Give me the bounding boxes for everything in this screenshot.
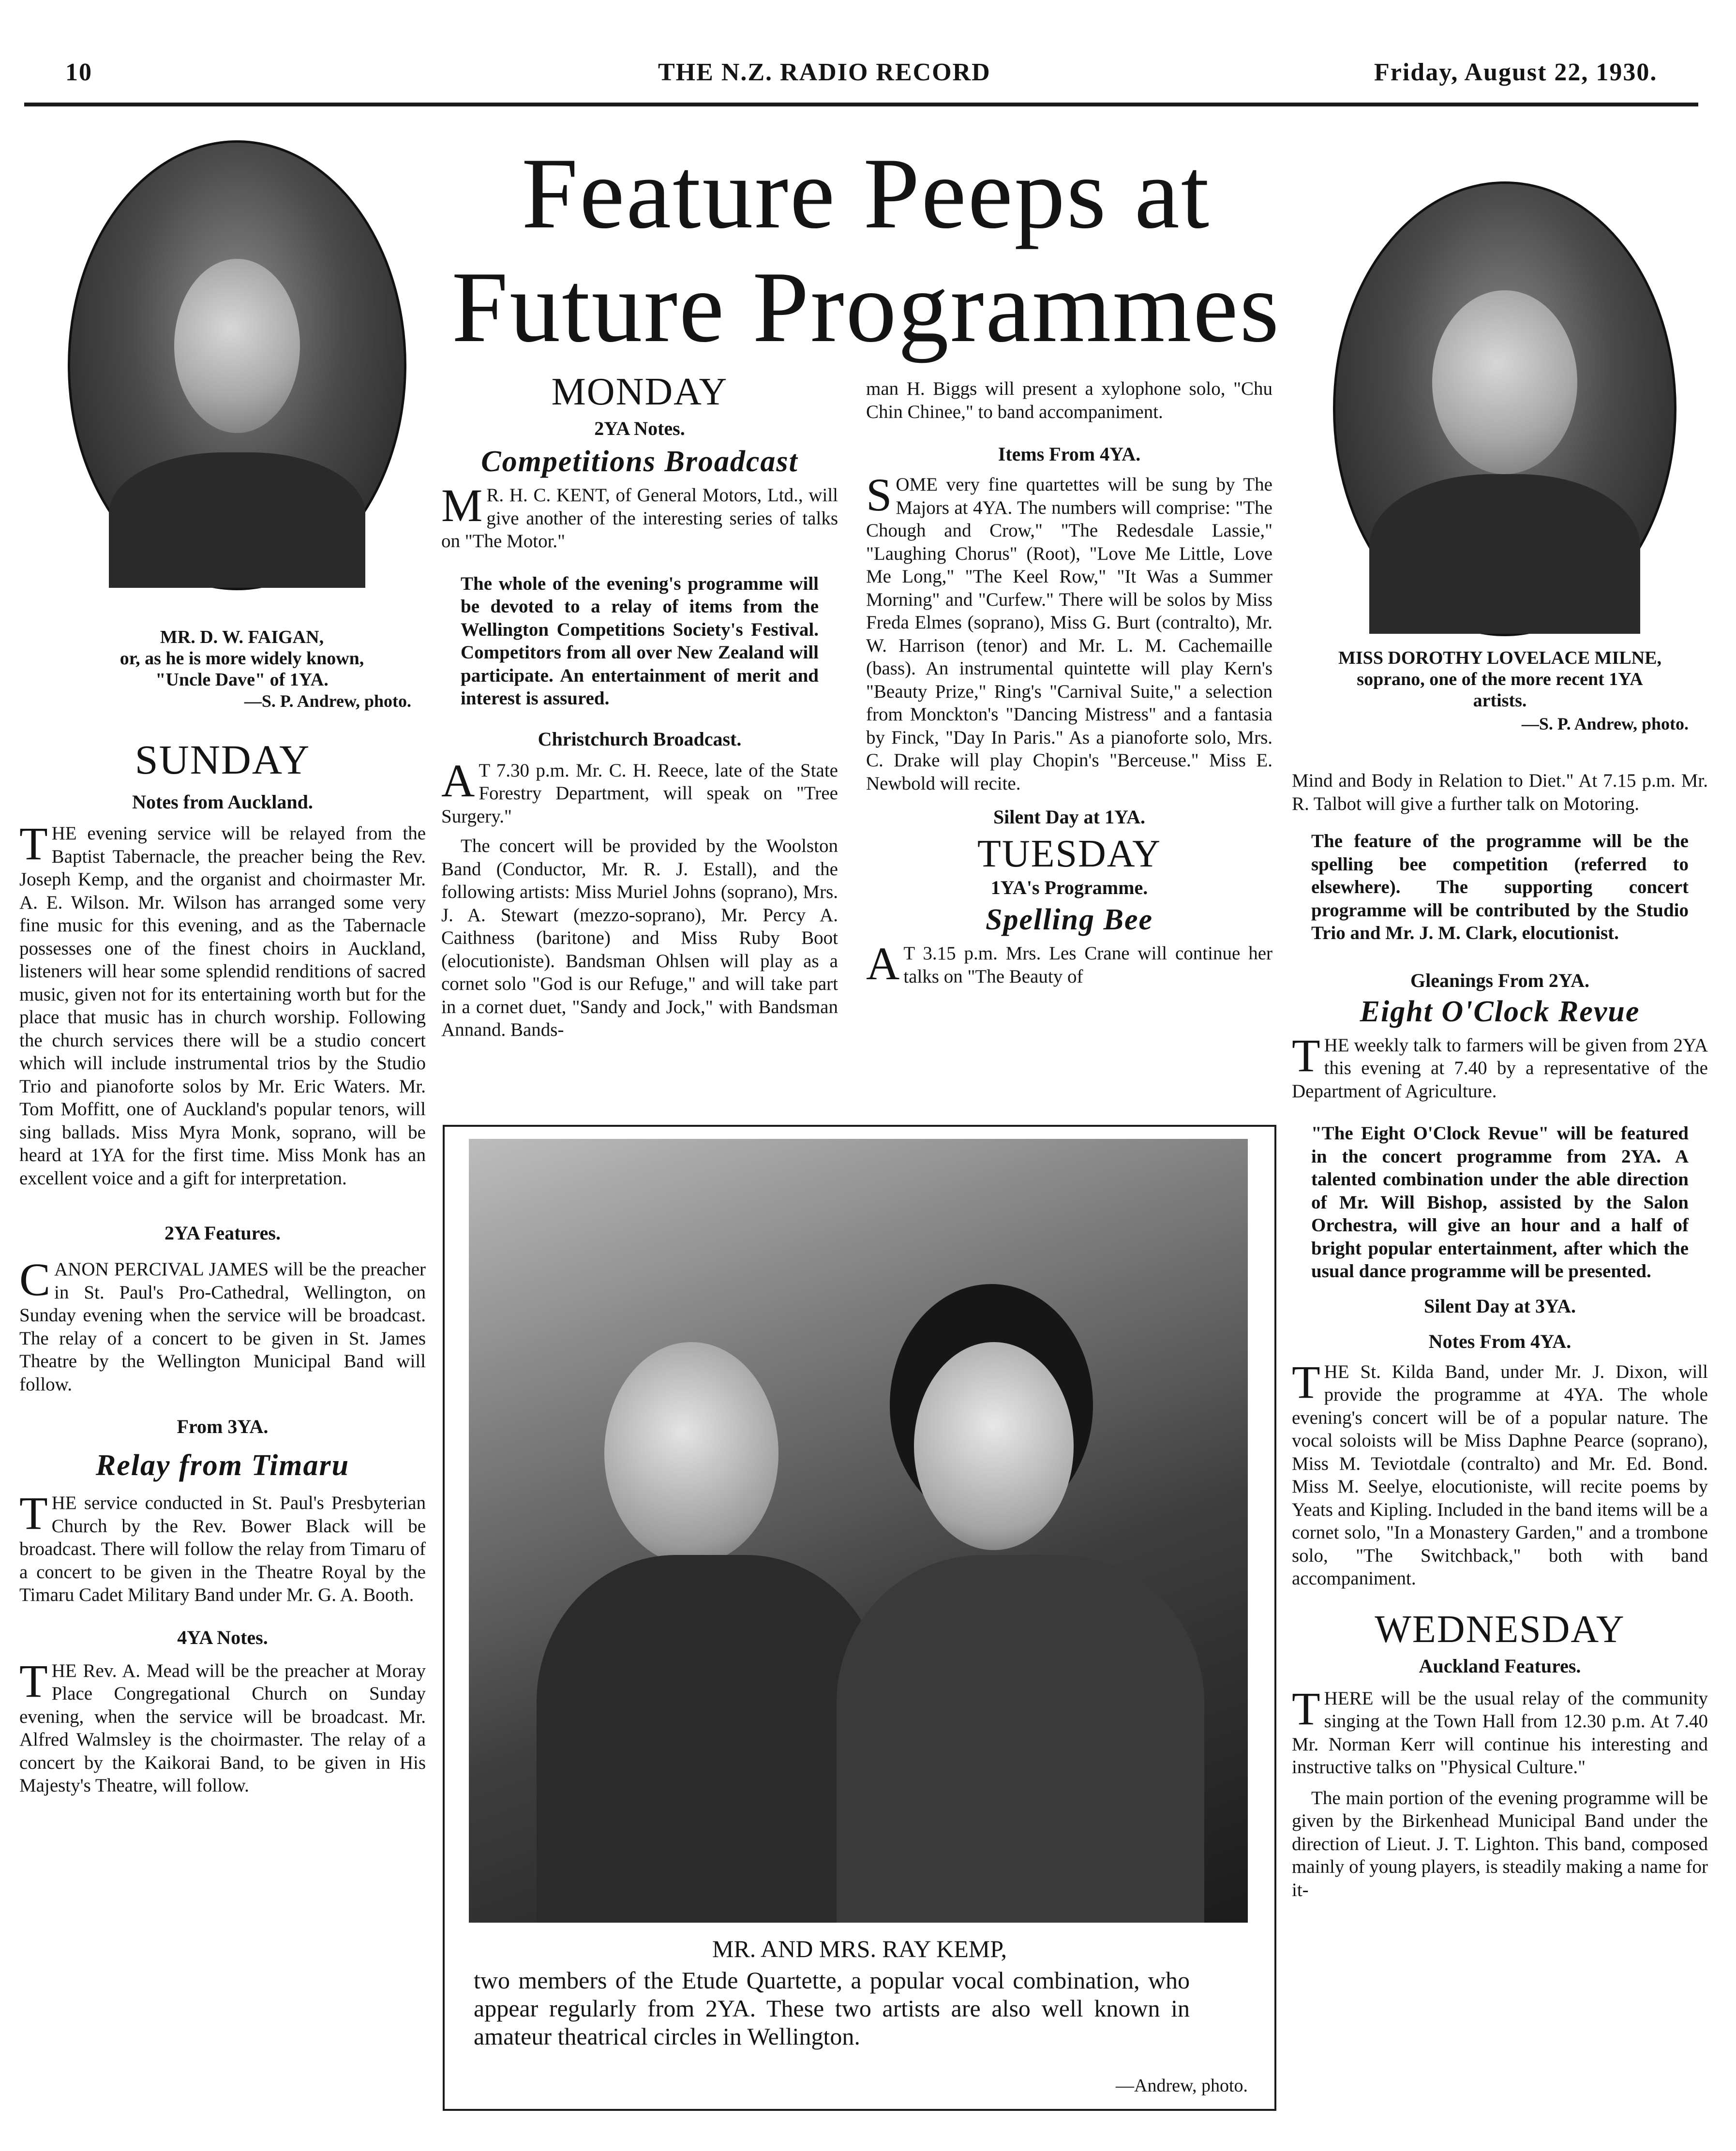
subhead-from-3ya: From 3YA. (177, 1416, 269, 1437)
monday-para-4: The concert will be provided by the Woolston Band (Conductor, Mr. R. J. Estall), and the following artists: Miss Muriel Johns (soprano), Mrs. J. A. Stewart (mezzo-soprano), Mr. Percy A. Caithness (baritone) and Miss Ruby Boot (elocutioniste). Bandsman Ohlsen will play as a cornet solo "God is our Refuge," and will take part in a cornet duet, "Sandy and Jock," with Bandsman Annand. Bands- (441, 836, 838, 1040)
page-title-line-2: Future Programmes (451, 251, 1281, 363)
tuesday-para-5: "The Eight O'Clock Revue" will be featured in the concert programme from 2YA. A talented combination under the able direction of Mr. Will Bishop, assisted by the Salon Orchestra, will give an hour and a half of bright popular entertainment, after which the usual dance programme will be presented. (1311, 1123, 1689, 1282)
heading-tuesday: TUESDAY (977, 833, 1161, 875)
page-title-line-1: Feature Peeps at (521, 137, 1211, 250)
credit-faigan: —S. P. Andrew, photo. (244, 691, 411, 711)
monday-para-1 (441, 479, 838, 553)
subhead-2ya-notes: 2YA Notes. (594, 418, 685, 439)
portrait-face (1432, 290, 1577, 474)
caption-faigan-line2: or, as he is more widely known, (120, 648, 364, 669)
subhead-4ya-notes: 4YA Notes. (177, 1626, 268, 1648)
monday-para-3 (441, 754, 838, 828)
subhead-1ya-programme: 1YA's Programme. (990, 877, 1148, 898)
wednesday-para-1 (1292, 1682, 1708, 1779)
dropcap: T (1292, 1356, 1320, 1408)
photo-figure-woman (837, 1555, 1204, 1923)
caption-faigan-name: MR. D. W. FAIGAN, (160, 627, 324, 647)
caption-milne-line2: soprano, one of the more recent 1YA (1357, 669, 1643, 689)
photo-caption-name: MR. AND MRS. RAY KEMP, (712, 1935, 1007, 1962)
dropcap: T (19, 1487, 48, 1539)
page-number: 10 (65, 59, 92, 86)
dropcap: A (441, 754, 475, 807)
portrait-face (174, 259, 300, 433)
photo-face-man (604, 1342, 778, 1565)
heading-sunday: SUNDAY (135, 736, 311, 783)
dropcap: M (441, 479, 483, 531)
sunday-para-2-text: ANON PERCIVAL JAMES will be the preacher in St. Paul's Pro-Cathedral, Wellington, on Sunday evening when the service will be broadcast. The relay of a concert to be given in St. James Theatre by the Wellington Municipal Band will follow. (19, 1259, 426, 1395)
tuesday-para-6-text: HE St. Kilda Band, under Mr. J. Dixon, will provide the programme at 4YA. The whole evening's concert will be of a popular nature. The vocal soloists will be Miss Daphne Pearce (soprano), Miss M. Teviotdale (contralto) and Mr. Ed. Bond. Miss M. Seelye, elocutioniste, will recite poems by Yeats and Kipling. Included in the band items will be a cornet solo, "In a Monastery Garden," and a trombone solo, "The Switchback," both with band accompaniment. (1292, 1361, 1708, 1589)
subhead-relay-timaru: Relay from Timaru (95, 1449, 350, 1482)
sunday-para-4-text: HE Rev. A. Mead will be the preacher at Moray Place Congregational Church on Sunday evening, when the service will be broadcast. Mr. Alfred Walmsley is the choirmaster. The relay of a concert by the Kaikorai Band, to be given in His Majesty's Theatre, will follow. (19, 1660, 426, 1796)
sunday-para-1 (19, 818, 426, 1190)
sunday-para-2 (19, 1254, 426, 1396)
subhead-auckland-features: Auckland Features. (1419, 1655, 1581, 1677)
dropcap: T (1292, 1682, 1320, 1734)
subhead-silent-3ya: Silent Day at 3YA. (1423, 1295, 1576, 1317)
photo-figure-man (537, 1555, 885, 1923)
portrait-faigan (68, 140, 406, 590)
subhead-notes-auckland: Notes from Auckland. (132, 791, 313, 813)
sunday-para-3 (19, 1487, 426, 1607)
sunday-para-3-text: HE service conducted in St. Paul's Presbyterian Church by the Rev. Bower Black will be broadcast. There will follow the relay from Timaru of a concert to be given in the Theatre Royal by the Timaru Cadet Military Band under Mr. G. A. Booth. (19, 1493, 426, 1605)
caption-faigan-line3: "Uncle Dave" of 1YA. (155, 670, 329, 690)
portrait-figure (1369, 474, 1640, 634)
tuesday-para-4-text: HE weekly talk to farmers will be given from 2YA this evening at 7.40 by a representative of the Department of Agriculture. (1292, 1034, 1708, 1102)
monday-column (441, 370, 838, 1042)
dropcap: S (866, 469, 892, 521)
header-rule (24, 103, 1698, 106)
caption-milne (1282, 647, 1718, 711)
tuesday-para-1-text: T 3.15 p.m. Mrs. Les Crane will continue her talks on "The Beauty of (903, 943, 1272, 987)
subhead-2ya-features: 2YA Features. (165, 1222, 281, 1244)
subhead-gleanings-2ya: Gleanings From 2YA. (1410, 969, 1590, 991)
monday-para-1-text: R. H. C. KENT, of General Motors, Ltd., will give another of the interesting series of talks on "The Motor." (441, 485, 838, 552)
tuesday-para-2: Mind and Body in Relation to Diet." At 7.15 p.m. Mr. R. Talbot will give a further talk on Motoring. (1292, 770, 1708, 814)
caption-faigan (39, 627, 445, 690)
dropcap: A (866, 938, 900, 989)
subhead-competitions-broadcast: Competitions Broadcast (481, 445, 798, 478)
wednesday-para-1-text: HERE will be the usual relay of the community singing at the Town Hall from 12.30 p.m. At 7.40 Mr. Norman Kerr will continue his interesting and instructive talks on "Physical Culture." (1292, 1688, 1708, 1778)
issue-date: Friday, August 22, 1930. (1374, 59, 1658, 86)
monday-para-6 (866, 469, 1272, 795)
photo-credit: —Andrew, photo. (1116, 2076, 1248, 2096)
subhead-spelling-bee: Spelling Bee (985, 903, 1153, 936)
subhead-notes-4ya: Notes From 4YA. (1428, 1330, 1571, 1352)
caption-milne-line3: artists. (1473, 690, 1527, 711)
heading-wednesday: WEDNESDAY (1375, 1608, 1625, 1651)
portrait-figure (109, 452, 365, 588)
subhead-christchurch-broadcast: Christchurch Broadcast. (538, 728, 742, 750)
caption-milne-name: MISS DOROTHY LOVELACE MILNE, (1338, 648, 1661, 668)
tuesday-para-4 (1292, 1029, 1708, 1103)
monday-para-6-text: OME very fine quartettes will be sung by The Majors at 4YA. The numbers will comprise: "The Chough and Crow," "The Redesdale Lassie," "Laughing Chorus" (Root), "Love Me Little, Love Me Long," "The Keel Row," "It Was a Summer Morning" and "Curfew." There will be solos by Miss Freda Elmes (soprano), Miss G. Burt (contralto), Mr. W. Harrison (tenor) and Mr. L. M. Cachemaille (bass). An instrumental quintette will play Kern's "Beauty Prize," Ring's "Carnival Suite," a selection from Monckton's "Dancing Mistress" and a fantasia by Finck, "Day In Paris." As a pianoforte solo, Mrs. C. Drake will play Chopin's "Berceuse." Miss E. Newbold will recite. (866, 474, 1272, 794)
photo-ray-kemp-couple (469, 1139, 1248, 1923)
monday-para-2: The whole of the evening's programme will be devoted to a relay of items from the Wellington Competitions Society's Festival. Competitors from all over New Zealand will participate. An entertainment of merit and interest is assured. (461, 573, 819, 709)
dropcap: T (19, 818, 48, 869)
sunday-column (19, 735, 426, 1797)
heading-monday: MONDAY (551, 371, 728, 413)
subhead-eight-oclock-revue: Eight O'Clock Revue (1360, 995, 1640, 1028)
subhead-silent-1ya: Silent Day at 1YA. (993, 806, 1146, 828)
monday-para-5: man H. Biggs will present a xylophone solo, "Chu Chin Chinee," to band accompaniment. (866, 378, 1272, 422)
subhead-items-4ya: Items From 4YA. (998, 443, 1141, 465)
sunday-para-4 (19, 1655, 426, 1797)
tuesday-para-6 (1292, 1356, 1708, 1590)
credit-milne: —S. P. Andrew, photo. (1521, 714, 1689, 733)
portrait-milne (1333, 181, 1676, 636)
dropcap: T (1292, 1029, 1320, 1081)
publication-name: THE N.Z. RADIO RECORD (658, 59, 991, 86)
monday-para-3-text: T 7.30 p.m. Mr. C. H. Reece, late of the State Forestry Department, will speak on "Tree Surgery." (441, 760, 838, 827)
wednesday-para-2: The main portion of the evening programme will be given by the Birkenhead Municipal Band under the direction of Lieut. J. T. Lighton. This band, composed mainly of young players, is steadily making a name for it- (1292, 1787, 1708, 1900)
dropcap: T (19, 1655, 48, 1707)
dropcap: C (19, 1254, 51, 1305)
tuesday-para-3: The feature of the programme will be the spelling bee competition (referred to elsewhere). The supporting concert programme will be contributed by the Studio Trio and Mr. J. M. Clark, elocutionist. (1311, 831, 1689, 943)
photo-caption-body: two members of the Etude Quartette, a popular vocal combination, who appear regularly from 2YA. These two artists are also well known in amateur theatrical circles in Wellington. (474, 1967, 1190, 2050)
tuesday-para-1 (866, 938, 1272, 989)
tuesday-continued-column (1292, 769, 1708, 1901)
photo-face-woman (914, 1342, 1074, 1550)
center-photo-frame (443, 1125, 1276, 2111)
sunday-para-1-text: HE evening service will be relayed from the Baptist Tabernacle, the preacher being the Rev. Joseph Kemp, and the organist and choirmaster Mr. A. E. Wilson. Mr. Wilson has arranged some very fine music for this evening, and as the Tabernacle possesses one of the finest choirs in Auckland, listeners will hear some splendid renditions of sacred music, given not for its entertaining worth but for the place that music has in church worship. Following the church services there will be a studio concert which will include instrumental trios by the Studio Trio and pianoforte solos by Mr. Eric Waters. Mr. Tom Moffitt, one of Auckland's popular tenors, will sing ballads. Miss Myra Monk, soprano, will be heard at 1YA for the first time. Miss Monk has an excellent voice and a gift for interpretation. (19, 823, 426, 1189)
monday-continued-column (866, 377, 1272, 988)
